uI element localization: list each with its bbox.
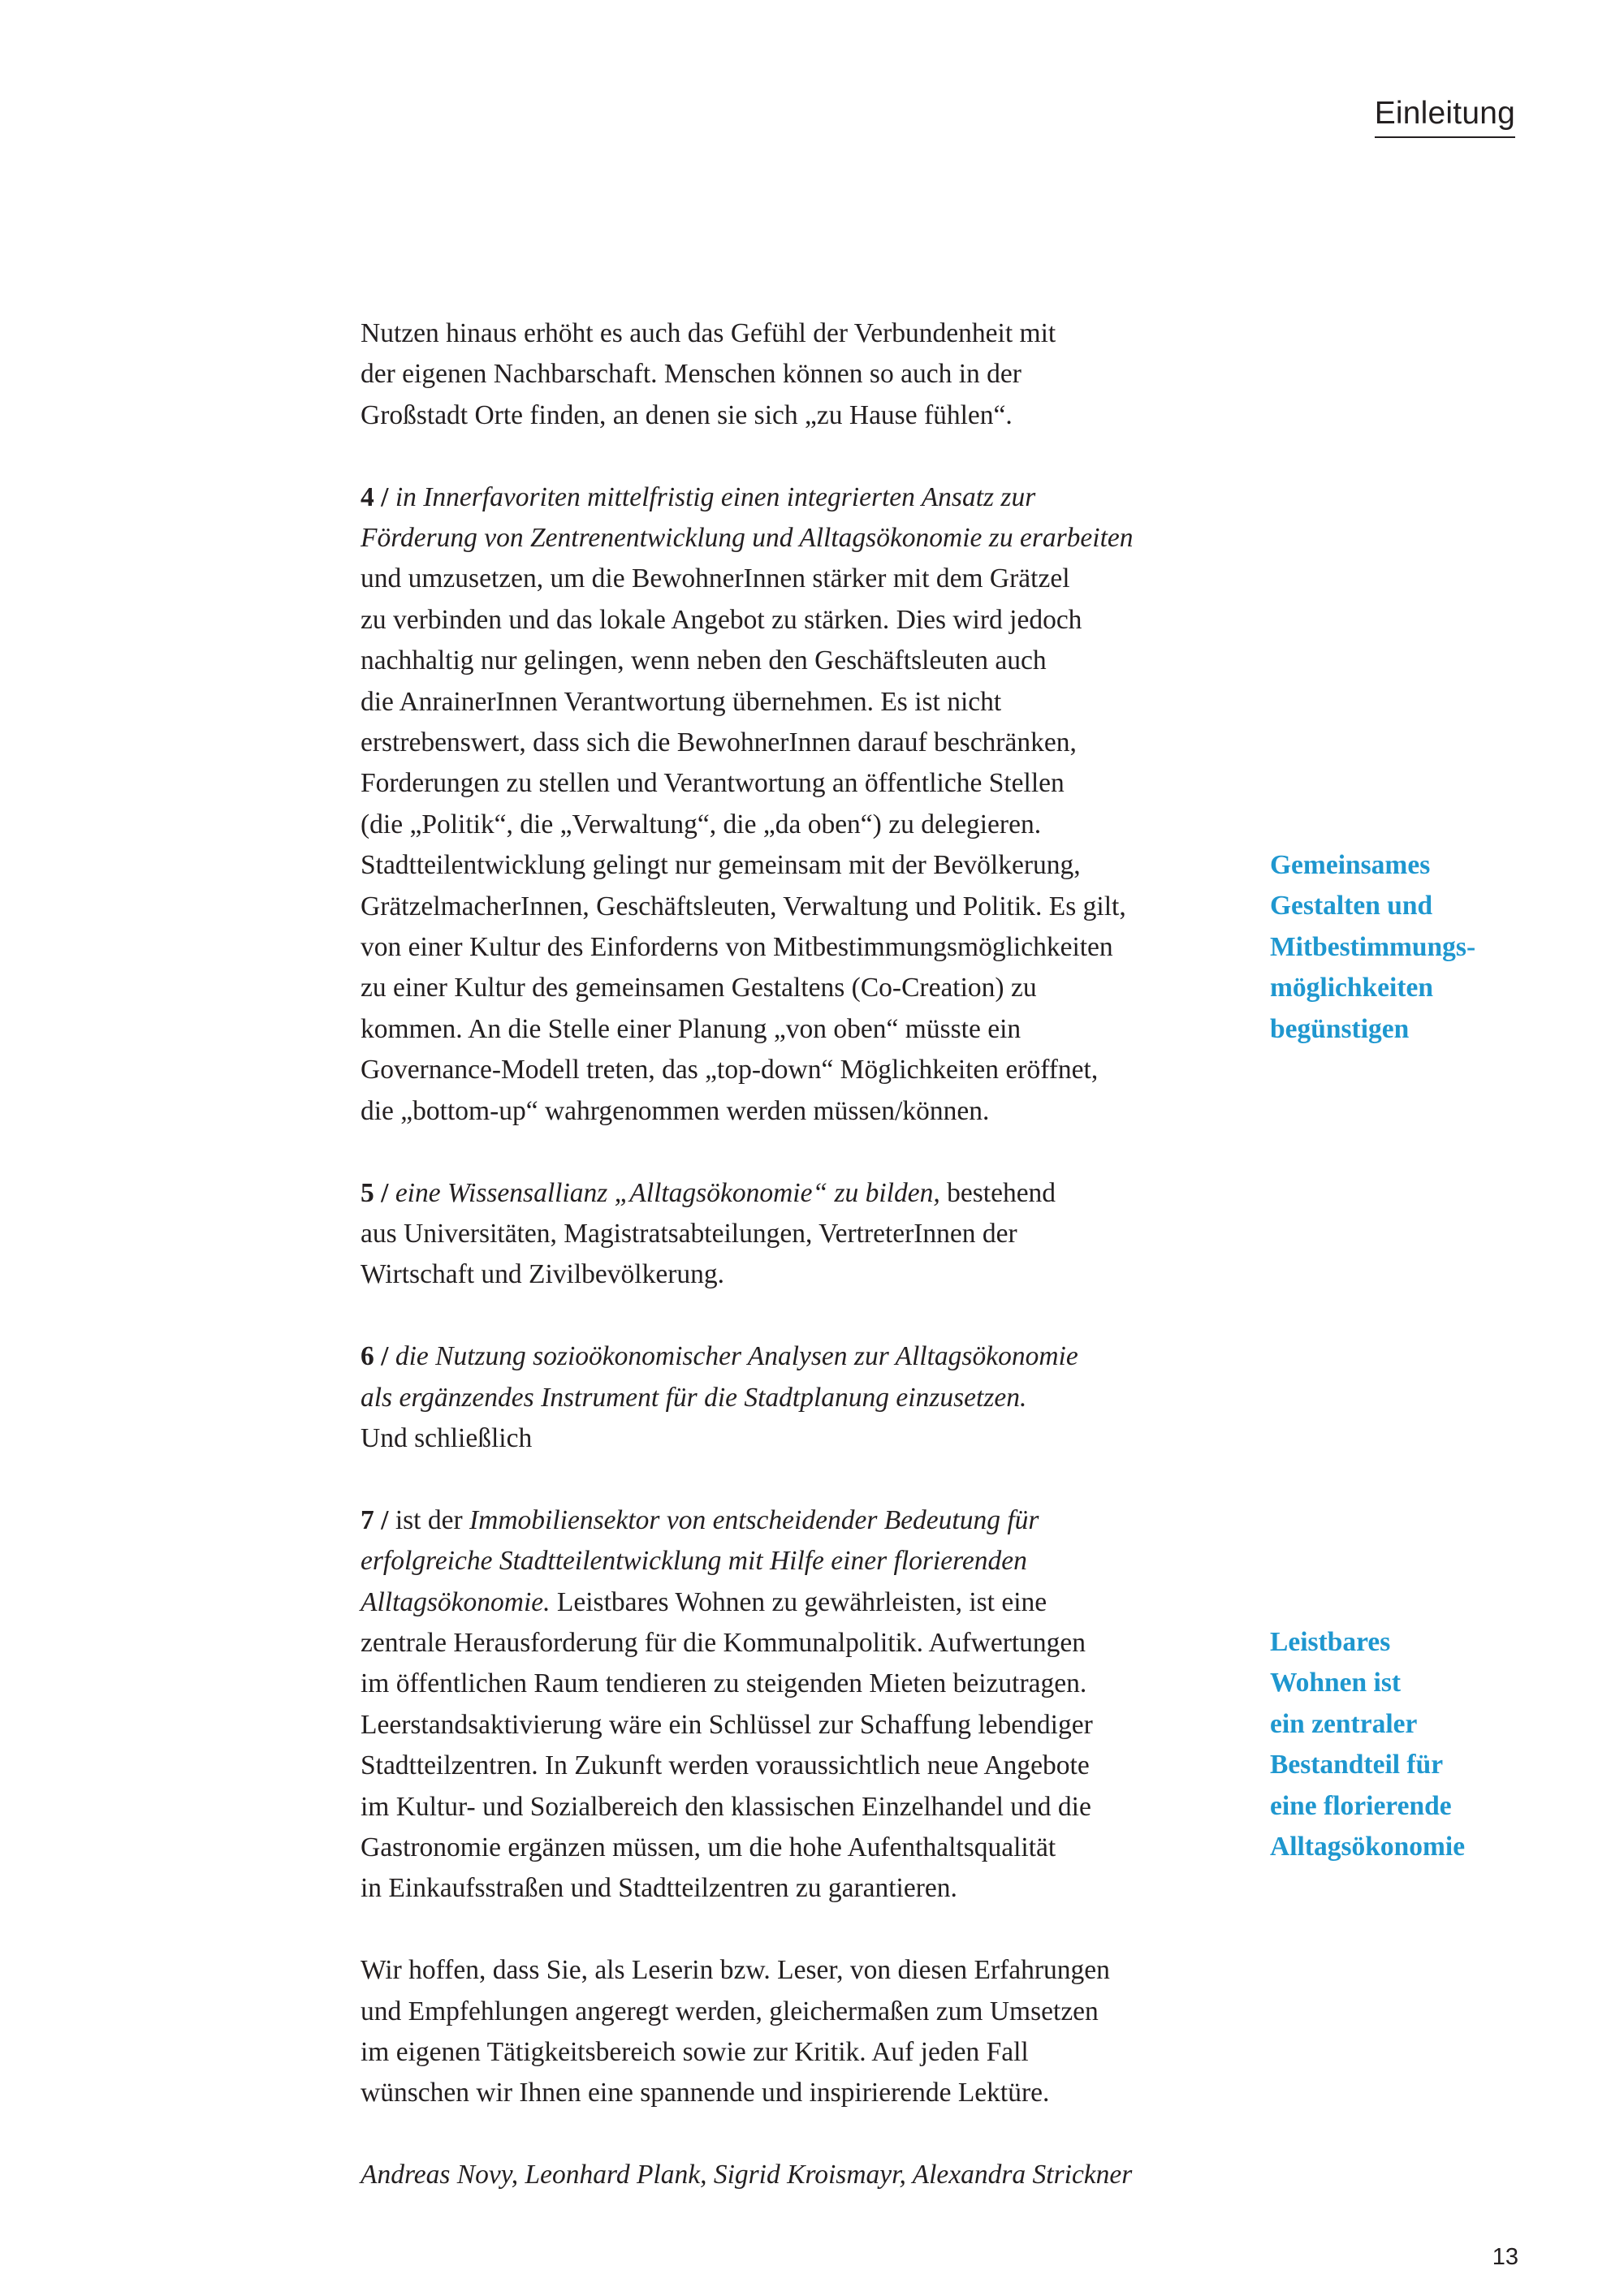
recommendation-5: [361, 1173, 1254, 1296]
recommendation-heading: eine Wissensallianz „Alltagsökonomie“ zu bilden,: [395, 1177, 940, 1208]
text-line: im öffentlichen Raum tendieren zu steigenden Mieten beizutragen.: [361, 1668, 1087, 1699]
text-line: Und schließlich: [361, 1422, 533, 1453]
authors: Andreas Novy, Leonhard Plank, Sigrid Kroismayr, Alexandra Strickner: [361, 2160, 1133, 2190]
text-line: im eigenen Tätigkeitsbereich sowie zur Kritik. Auf jeden Fall: [361, 2036, 1029, 2067]
recommendation-7: [361, 1500, 1254, 1910]
marginal-note-housing: [1270, 1622, 1595, 1867]
text-line: erstrebenswert, dass sich die BewohnerInnen darauf beschränken,: [361, 727, 1077, 758]
text-line: Stadtteilzentren. In Zukunft werden voraussichtlich neue Angebote: [361, 1750, 1090, 1781]
text-line: Forderungen zu stellen und Verantwortung an öffentliche Stellen: [361, 768, 1065, 799]
recommendation-heading: Alltagsökonomie.: [361, 1586, 551, 1617]
text-line: Stadtteilentwicklung gelingt nur gemeinsam mit der Bevölkerung,: [361, 850, 1081, 881]
marginal-note-line: Mitbestimmungs-: [1270, 931, 1476, 962]
text-line: Wirtschaft und Zivilbevölkerung.: [361, 1259, 724, 1290]
recommendation-number: 7 /: [361, 1504, 389, 1535]
text-line: Wir hoffen, dass Sie, als Leserin bzw. Leser, von diesen Erfahrungen: [361, 1955, 1110, 1986]
main-text: [361, 313, 1254, 2196]
marginal-note-co-creation: [1270, 845, 1595, 1050]
text-line: bestehend: [939, 1177, 1056, 1208]
text-line: zu verbinden und das lokale Angebot zu stärken. Dies wird jedoch: [361, 604, 1082, 635]
text-line: von einer Kultur des Einforderns von Mitbestimmungsmöglichkeiten: [361, 932, 1113, 963]
recommendation-number: 5 /: [361, 1177, 389, 1208]
marginal-note-line: Wohnen ist: [1270, 1668, 1402, 1698]
text-line: in Einkaufsstraßen und Stadtteilzentren zu garantieren.: [361, 1873, 957, 1904]
recommendation-4: [361, 477, 1254, 1133]
text-line: Nutzen hinaus erhöht es auch das Gefühl der Verbundenheit mit: [361, 318, 1056, 348]
text-line: ist der: [388, 1504, 469, 1535]
text-line: der eigenen Nachbarschaft. Menschen können so auch in der: [361, 359, 1021, 390]
recommendation-number: 6 /: [361, 1341, 389, 1372]
text-line: (die „Politik“, die „Verwaltung“, die „da oben“) zu delegieren.: [361, 809, 1042, 839]
page-number: 13: [1492, 2244, 1518, 2270]
text-line: zu einer Kultur des gemeinsamen Gestaltens (Co-Creation) zu: [361, 973, 1037, 1003]
recommendation-heading: erfolgreiche Stadtteilentwicklung mit Hilfe einer florierenden: [361, 1546, 1027, 1577]
recommendation-heading: die Nutzung sozioökonomischer Analysen zur Alltagsökonomie: [395, 1341, 1078, 1372]
text-line: Leistbares Wohnen zu gewährleisten, ist eine: [550, 1586, 1047, 1617]
authors-line: [361, 2155, 1254, 2195]
intro-paragraph: [361, 313, 1254, 436]
text-line: im Kultur- und Sozialbereich den klassischen Einzelhandel und die: [361, 1791, 1091, 1822]
text-line: Leerstandsaktivierung wäre ein Schlüssel zur Schaffung lebendiger: [361, 1709, 1093, 1740]
marginal-note-line: möglichkeiten: [1270, 973, 1433, 1003]
text-line: zentrale Herausforderung für die Kommunalpolitik. Aufwertungen: [361, 1627, 1086, 1658]
recommendation-heading: in Innerfavoriten mittelfristig einen integrierten Ansatz zur: [395, 481, 1036, 512]
marginal-note-line: begünstigen: [1270, 1013, 1410, 1044]
text-line: und umzusetzen, um die BewohnerInnen stärker mit dem Grätzel: [361, 563, 1070, 594]
text-line: aus Universitäten, Magistratsabteilungen, VertreterInnen der: [361, 1218, 1017, 1249]
recommendation-heading: als ergänzendes Instrument für die Stadtplanung einzusetzen.: [361, 1382, 1027, 1413]
text-line: und Empfehlungen angeregt werden, gleichermaßen zum Umsetzen: [361, 1996, 1099, 2026]
marginal-note-line: Gemeinsames: [1270, 850, 1431, 880]
recommendation-heading: Förderung von Zentrenentwicklung und Alltagsökonomie zu erarbeiten: [361, 523, 1134, 554]
marginal-note-line: Alltagsökonomie: [1270, 1832, 1466, 1862]
marginal-note-line: Bestandteil für: [1270, 1750, 1444, 1780]
text-line: die „bottom-up“ wahrgenommen werden müssen/können.: [361, 1095, 990, 1126]
closing-paragraph: [361, 1950, 1254, 2114]
text-line: Governance-Modell treten, das „top-down“ Möglichkeiten eröffnet,: [361, 1055, 1099, 1085]
section-header: Einleitung: [1375, 96, 1515, 138]
text-line: Gastronomie ergänzen müssen, um die hohe Aufenthaltsqualität: [361, 1832, 1056, 1862]
recommendation-6: [361, 1336, 1254, 1459]
text-line: kommen. An die Stelle einer Planung „von oben“ müsste ein: [361, 1013, 1021, 1044]
text-line: nachhaltig nur gelingen, wenn neben den Geschäftsleuten auch: [361, 645, 1047, 676]
marginal-note-line: Gestalten und: [1270, 891, 1433, 921]
recommendation-heading: Immobiliensektor von entscheidender Bedeutung für: [469, 1504, 1039, 1535]
text-line: GrätzelmacherInnen, Geschäftsleuten, Verwaltung und Politik. Es gilt,: [361, 891, 1126, 921]
marginal-note-line: eine florierende: [1270, 1790, 1452, 1821]
text-line: Großstadt Orte finden, an denen sie sich „zu Hause fühlen“.: [361, 399, 1013, 430]
text-line: die AnrainerInnen Verantwortung übernehmen. Es ist nicht: [361, 686, 1002, 717]
marginal-note-line: ein zentraler: [1270, 1708, 1418, 1739]
text-line: wünschen wir Ihnen eine spannende und inspirierende Lektüre.: [361, 2078, 1050, 2108]
recommendation-number: 4 /: [361, 481, 389, 512]
marginal-note-line: Leistbares: [1270, 1627, 1391, 1657]
